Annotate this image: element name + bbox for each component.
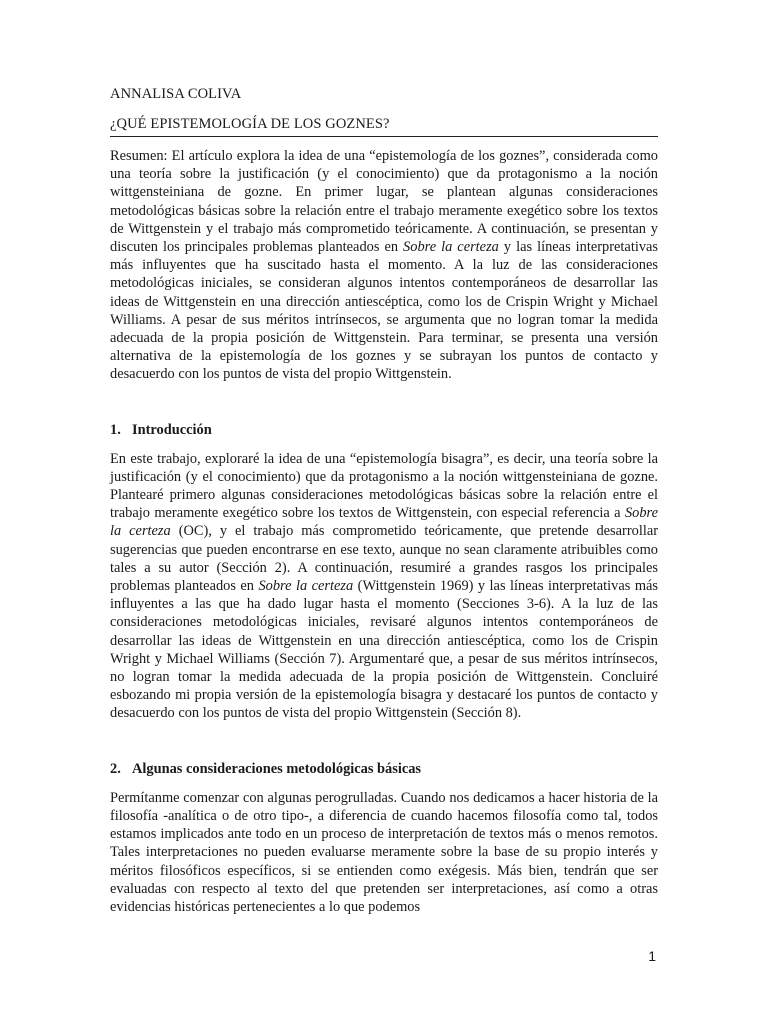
section-heading-consideraciones <box>110 759 658 779</box>
page-number: 1 <box>648 948 656 964</box>
author-name: ANNALISA COLIVA <box>110 86 242 102</box>
intro-italic-book-title-2: Sobre la certeza <box>258 578 354 595</box>
article-title: ¿QUÉ EPISTEMOLOGÍA DE LOS GOZNES? <box>110 114 658 137</box>
intro-text-part3: (Wittgenstein 1969) y las líneas interpretativas más influyentes a las que ha dado lugar hasta el momento (Secciones 3-6). A la luz de las consideraciones metodológicas iniciales, revisaré algunos intentos contemporáneos de desarrollar las ideas de Wittgenstein en una dirección antiescéptica, como los de Crispin Wright y Michael Williams (Sección 7). Argumentaré que, a pesar de sus méritos intrínsecos, no logran tomar la medida adecuada de la propia posición de Wittgenstein. Concluiré esbozando mi propia versión de la epistemología bisagra y destacaré los puntos de contacto y desacuerdo con los puntos de vista del propio Wittgenstein (Sección 8). <box>110 578 658 722</box>
abstract-paragraph <box>110 147 658 384</box>
document-page <box>110 84 658 916</box>
intro-text-part2: (OC), y el trabajo más comprometido teóricamente, que pretende desarrollar sugerencias que pueden encontrarse en ese texto, aunque no sean claramente atribuibles como tales a su autor (Sección 2). A continuación, resumiré a grandes rasgos los principales problemas planteados en <box>110 523 658 595</box>
abstract-italic-book-title: Sobre la certeza <box>403 239 499 256</box>
abstract-text-part1: Resumen: El artículo explora la idea de una “epistemología de los goznes”, considerada como una teoría sobre la justificación (y el conocimiento) que da protagonismo a la noción wittgensteiniana de gozne. En primer lugar, se plantean algunas consideraciones metodológicas básicas sobre la relación entre el trabajo meramente exegético sobre los textos de Wittgenstein y el trabajo más comprometido teóricamente. A continuación, se presentan y discuten los principales problemas planteados en <box>110 148 658 256</box>
methodology-paragraph: Permítanme comenzar con algunas perogrulladas. Cuando nos dedicamos a hacer historia de la filosofía -analítica o de otro tipo-, a diferencia de cuando hacemos filosofía como tal, todos estamos implicados ante todo en un proceso de interpretación de textos más o menos remotos. Tales interpretaciones no pueden evaluarse meramente sobre la base de su propio interés y méritos filosóficos específicos, si se entienden como exégesis. Más bien, tendrán que ser evaluadas con respecto al texto del que pretenden ser interpretaciones, así como a otras evidencias históricas pertenecientes a lo que podemos <box>110 789 658 915</box>
section-heading-introduccion <box>110 420 658 440</box>
section-title: Introducción <box>132 421 212 438</box>
intro-italic-book-title-1: Sobre la certeza <box>110 505 658 540</box>
section-number: 2. <box>110 760 121 777</box>
abstract-text-part2: y las líneas interpretativas más influyentes que ha suscitado hasta el momento. A la luz de las consideraciones metodológicas iniciales, se consideran algunos intentos contemporáneos de desarrollar las ideas de Wittgenstein en una dirección antiescéptica, como los de Crispin Wright y Michael Williams. A pesar de sus méritos intrínsecos, se argumenta que no logran tomar la medida adecuada de la propia posición de Wittgenstein. Para terminar, se presenta una versión alternativa de la epistemología de los goznes y se subrayan los puntos de contacto y desacuerdo con los puntos de vista del propio Wittgenstein. <box>110 239 658 383</box>
section-title: Algunas consideraciones metodológicas básicas <box>132 760 422 777</box>
intro-paragraph <box>110 450 658 723</box>
intro-text-part1: En este trabajo, exploraré la idea de una “epistemología bisagra”, es decir, una teoría sobre la justificación (y el conocimiento) que da protagonismo a la noción wittgensteiniana de gozne. Plantearé primero algunas consideraciones metodológicas básicas sobre la relación entre el trabajo meramente exegético sobre los textos de Wittgenstein, con especial referencia a <box>110 450 658 522</box>
section-number: 1. <box>110 421 121 438</box>
